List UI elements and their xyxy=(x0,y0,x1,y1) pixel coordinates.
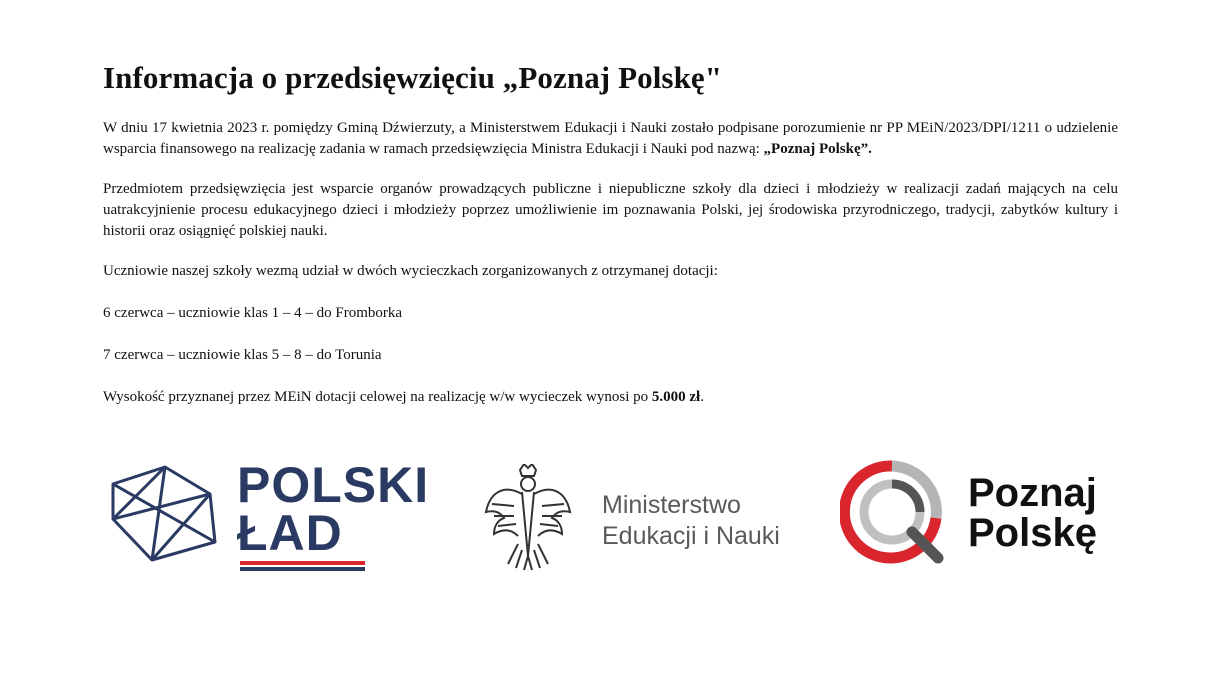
trip-item-2: 7 czerwca – uczniowie klas 5 – 8 – do Torunia xyxy=(103,347,382,363)
ministry-line2: Edukacji i Nauki xyxy=(602,522,780,550)
logo-strip xyxy=(0,450,1218,590)
poznaj-polske-line2: Polskę xyxy=(968,511,1097,555)
funding-end: . xyxy=(700,389,704,405)
polski-lad-mark-icon xyxy=(110,464,220,564)
funding-amount: 5.000 zł xyxy=(651,389,701,405)
purpose-paragraph: Przedmiotem przedsięwzięcia jest wsparcie organów prowadzących publiczne i niepubliczne szkoły dla dzieci i młodzieży w realizacji zadań mających na celu uatrakcyjnienie procesu edukacyjnego dzieci i młodzieży poprzez umożliwienie im poznawania Polski, jej środowiska przyrodniczego, tradycji, zabytków kultury i historii oraz osiągnięć polskiej nauki. xyxy=(103,181,1118,239)
agreement-paragraph xyxy=(103,118,1118,160)
eagle-emblem-icon xyxy=(484,464,572,572)
poznaj-polske-line1: Poznaj xyxy=(968,471,1097,515)
poznaj-polske-mark-icon xyxy=(840,460,944,570)
agreement-text: W dniu 17 kwietnia 2023 r. pomiędzy Gminą Dźwierzuty, a Ministerstwem Edukacji i Nauki zostało podpisane porozumienie nr PP MEiN/2023/DPI/1211 o udzielenie wsparcia finansowego na realizację zadania w ramach przedsięwzięcia Ministra Edukacji i Nauki pod nazwą: xyxy=(103,120,1118,157)
ministry-line1: Ministerstwo xyxy=(602,491,741,519)
trips-intro: Uczniowie naszej szkoły wezmą udział w dwóch wycieczkach zorganizowanych z otrzymanej dotacji: xyxy=(103,263,718,279)
program-name-bold: „Poznaj Polskę”. xyxy=(763,141,872,157)
document-body xyxy=(103,58,1118,408)
trip-item-1: 6 czerwca – uczniowie klas 1 – 4 – do Fromborka xyxy=(103,305,403,321)
funding-paragraph xyxy=(103,387,1118,408)
polski-lad-line1: POLSKI xyxy=(237,457,430,513)
funding-text: Wysokość przyznanej przez MEiN dotacji celowej na realizację w/w wycieczek wynosi po xyxy=(103,389,652,405)
document-title: Informacja o przedsięwzięciu „Poznaj Polskę" xyxy=(103,60,723,95)
polski-lad-blue-stripe xyxy=(240,567,365,571)
polski-lad-line2: ŁAD xyxy=(237,505,343,561)
polski-lad-red-stripe xyxy=(240,561,365,565)
